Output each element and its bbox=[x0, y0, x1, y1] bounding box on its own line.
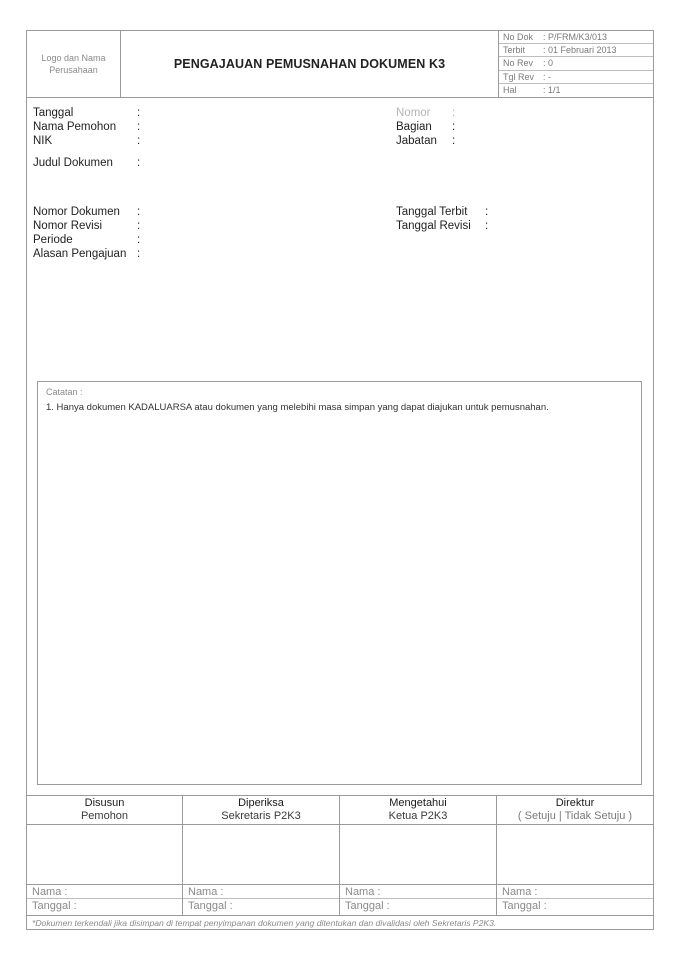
signature-name-field[interactable]: Nama : bbox=[497, 884, 653, 899]
field-nama-pemohon[interactable]: Nama Pemohon : bbox=[33, 121, 141, 133]
signature-header: Mengetahui Ketua P2K3 bbox=[340, 796, 496, 825]
signature-date-field[interactable]: Tanggal : bbox=[188, 900, 233, 912]
signature-header: Disusun Pemohon bbox=[27, 796, 182, 825]
footer-note: *Dokumen terkendali jika disimpan di tempat penyimpanan dokumen yang ditentukan dan divalidasi oleh Sekretaris P2K3. bbox=[27, 915, 653, 930]
document-meta-table bbox=[498, 31, 653, 97]
meta-row-no-rev: No Rev : 0 bbox=[499, 57, 653, 70]
signature-header: Direktur ( Setuju | Tidak Setuju ) bbox=[497, 796, 653, 825]
signature-name-field[interactable]: Nama : bbox=[340, 884, 496, 899]
signature-date-field[interactable]: Tanggal : bbox=[345, 900, 390, 912]
document-title: PENGAJAUAN PEMUSNAHAN DOKUMEN K3 bbox=[173, 57, 446, 71]
signature-date-field[interactable]: Tanggal : bbox=[32, 900, 77, 912]
signature-name-field[interactable]: Nama : bbox=[27, 884, 182, 899]
notes-item: 1. Hanya dokumen KADALUARSA atau dokumen yang melebihi masa simpan yang dapat diajukan untuk pemusnahan. bbox=[46, 402, 549, 413]
form-header bbox=[27, 31, 653, 98]
field-jabatan[interactable]: Jabatan : bbox=[396, 135, 456, 147]
field-nomor-revisi[interactable]: Nomor Revisi : bbox=[33, 220, 141, 232]
form-frame bbox=[26, 30, 654, 930]
field-nomor-dokumen[interactable]: Nomor Dokumen : bbox=[33, 206, 141, 218]
approval-option[interactable]: ( Setuju | Tidak Setuju ) bbox=[517, 810, 633, 822]
meta-row-tgl-rev: Tgl Rev : - bbox=[499, 71, 653, 84]
signature-date-field[interactable]: Tanggal : bbox=[502, 900, 547, 912]
signature-table bbox=[27, 795, 653, 915]
field-nik[interactable]: NIK : bbox=[33, 135, 141, 147]
signature-column-disusun bbox=[27, 796, 183, 916]
meta-row-hal: Hal : 1/1 bbox=[503, 84, 561, 95]
signature-column-diperiksa bbox=[183, 796, 340, 916]
signature-column-direktur bbox=[497, 796, 653, 916]
notes-box[interactable] bbox=[37, 381, 642, 785]
signature-column-mengetahui bbox=[340, 796, 497, 916]
signature-header: Diperiksa Sekretaris P2K3 bbox=[183, 796, 339, 825]
signature-name-field[interactable]: Nama : bbox=[183, 884, 339, 899]
field-alasan-pengajuan[interactable]: Alasan Pengajuan : bbox=[33, 248, 141, 260]
field-judul-dokumen[interactable]: Judul Dokumen : bbox=[33, 157, 141, 169]
company-logo-placeholder: Logo dan Nama Perusahaan bbox=[27, 31, 121, 97]
field-tanggal[interactable]: Tanggal : bbox=[33, 107, 141, 119]
field-nomor[interactable]: Nomor : bbox=[396, 107, 456, 119]
field-bagian[interactable]: Bagian : bbox=[396, 121, 456, 133]
meta-row-terbit: Terbit : 01 Februari 2013 bbox=[499, 44, 653, 57]
field-tanggal-terbit[interactable]: Tanggal Terbit : bbox=[396, 206, 489, 218]
field-tanggal-revisi[interactable]: Tanggal Revisi : bbox=[396, 220, 489, 232]
field-periode[interactable]: Periode : bbox=[33, 234, 141, 246]
notes-label: Catatan : bbox=[46, 387, 83, 397]
meta-row-no-dok: No Dok : P/FRM/K3/013 bbox=[499, 31, 653, 44]
